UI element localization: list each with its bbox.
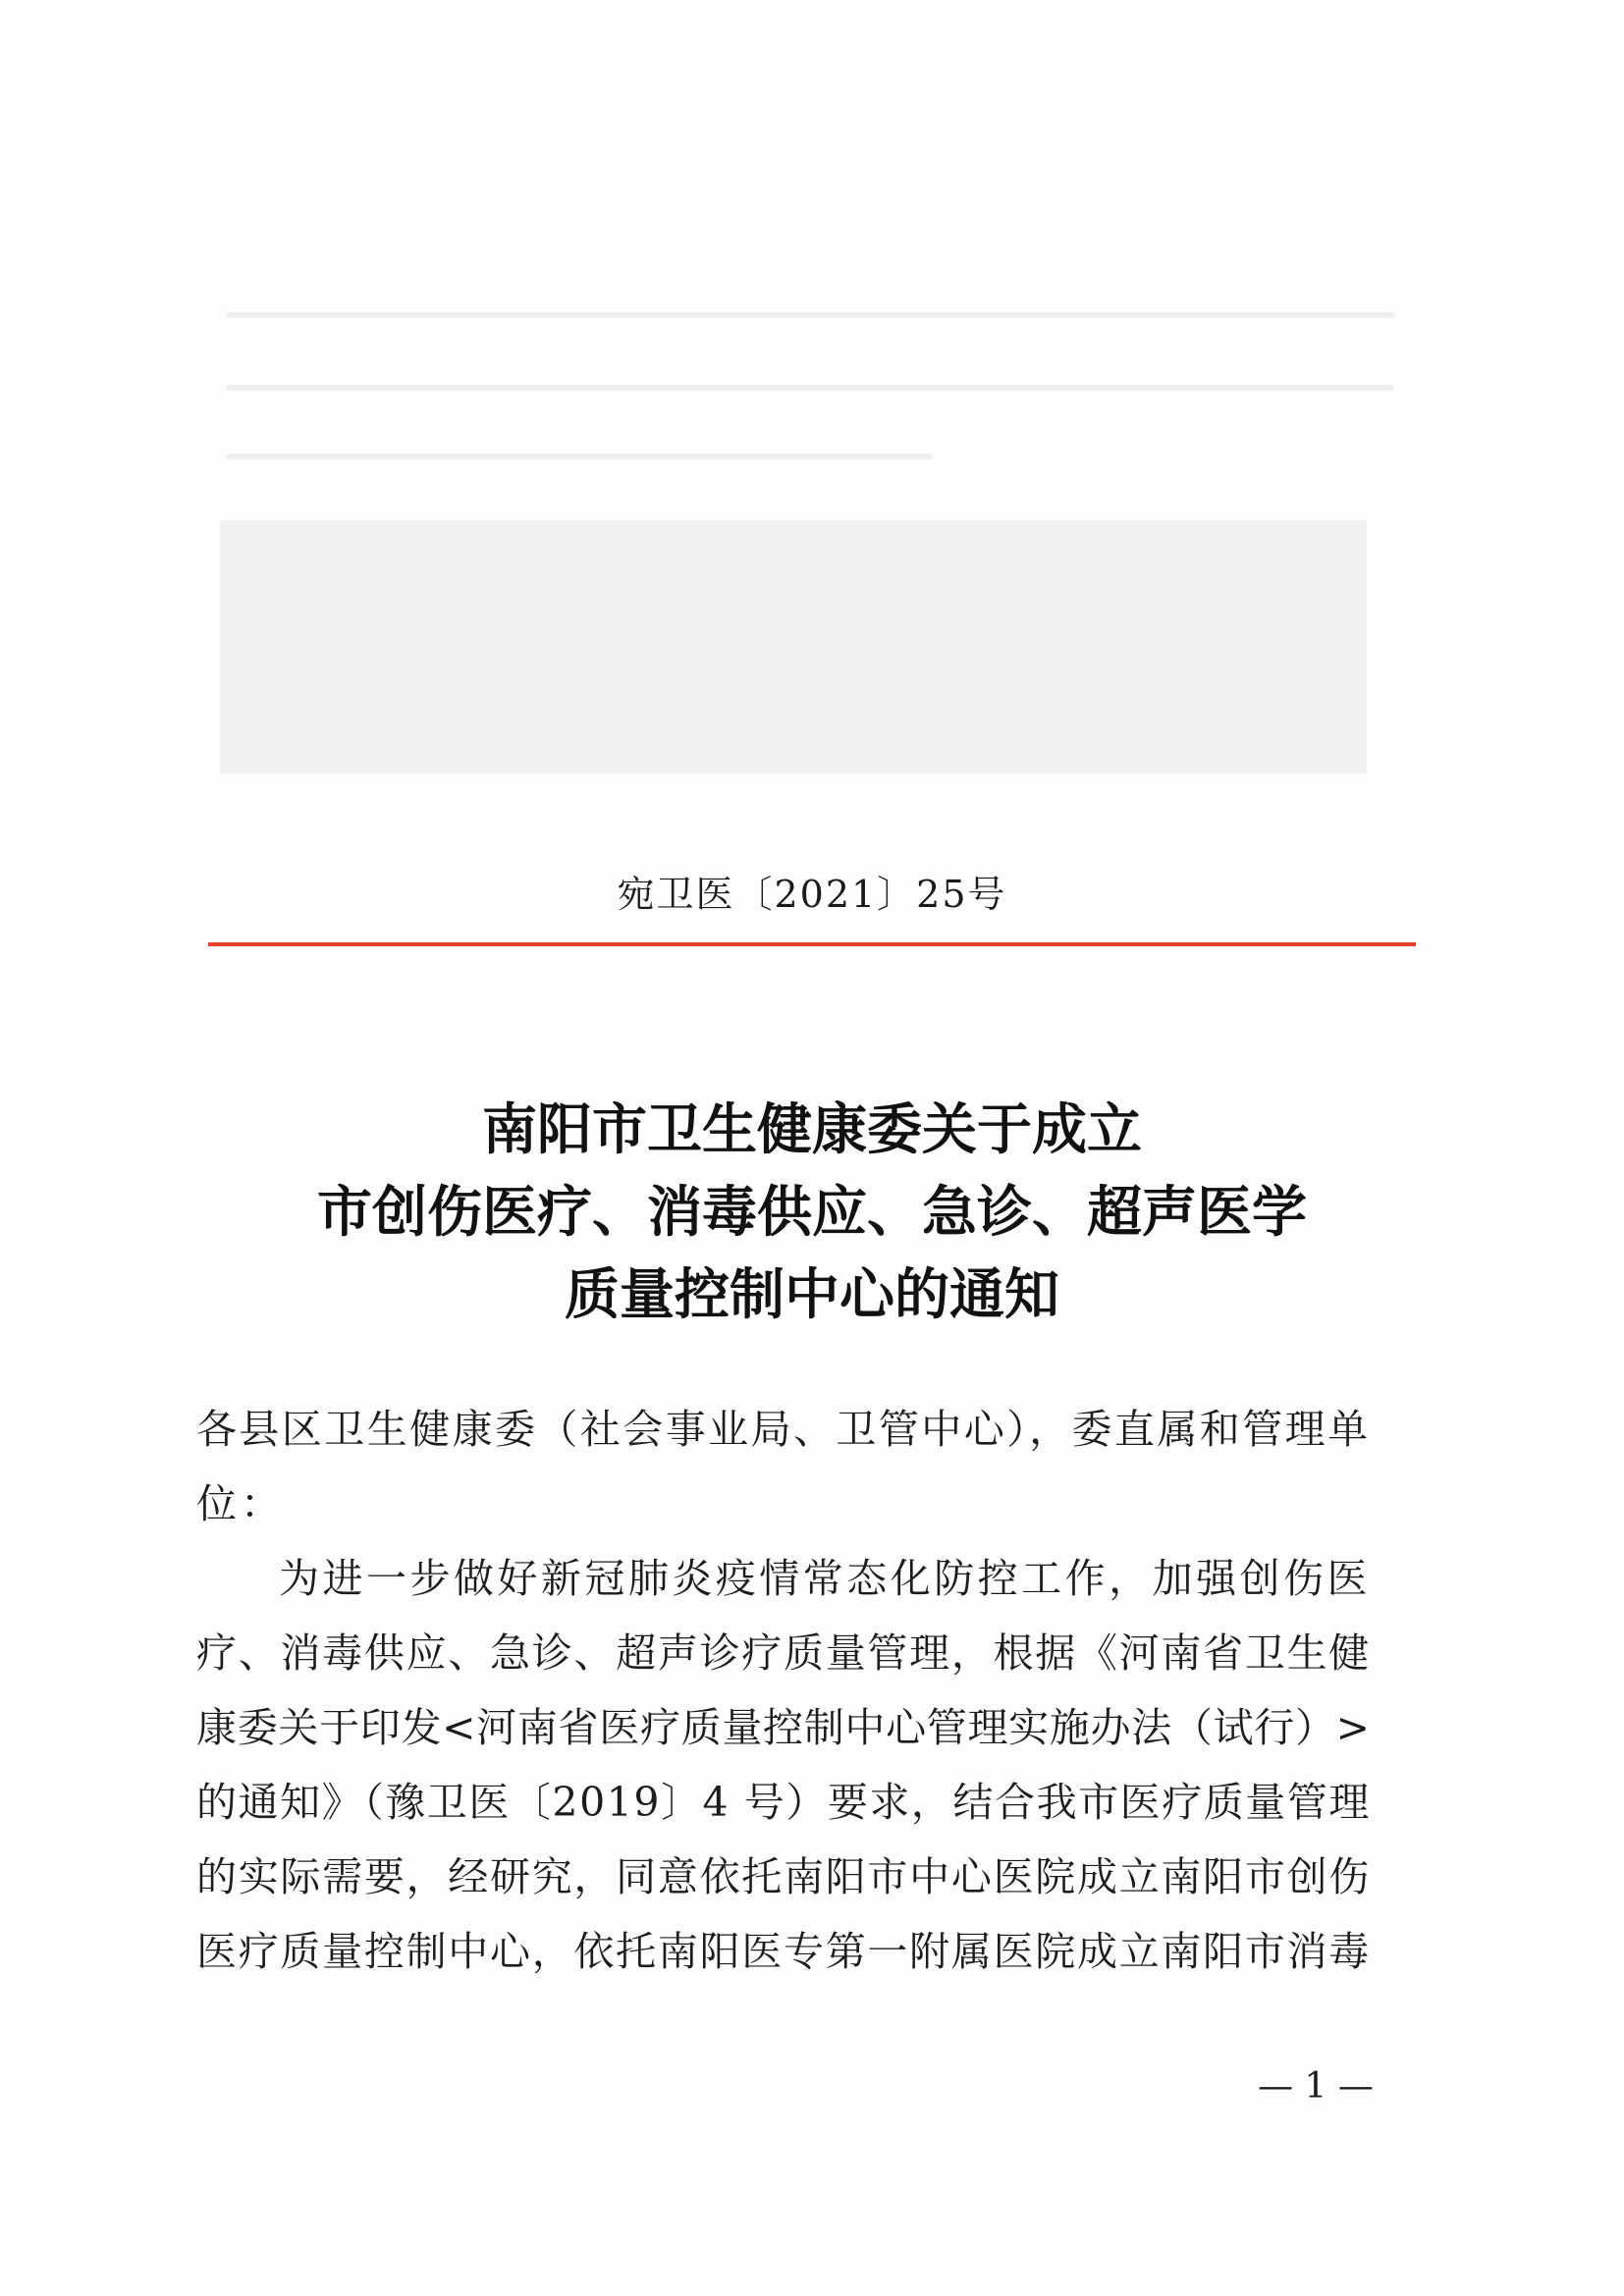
paragraph-line: 康委关于印发<河南省医疗质量控制中心管理实施办法（试行）> xyxy=(196,1704,1371,1751)
paragraph-line: 的通知》（豫卫医〔2019〕4 号）要求，结合我市医疗质量管理 xyxy=(196,1779,1371,1826)
show-through-line xyxy=(226,385,1394,391)
document-number: 宛卫医〔2021〕25号 xyxy=(617,873,1007,916)
paragraph-line: 的实际需要，经研究，同意依托南阳市中心医院成立南阳市创伤 xyxy=(196,1853,1371,1900)
salutation xyxy=(196,1392,1371,1541)
title-line: 南阳市卫生健康委关于成立 xyxy=(482,1098,1142,1162)
show-through-line xyxy=(226,312,1394,318)
salutation-line: 各县区卫生健康委（社会事业局、卫管中心），委直属和管理单 xyxy=(196,1406,1371,1453)
body-paragraph xyxy=(196,1541,1371,1989)
paragraph-line: 疗、消毒供应、急诊、超声诊疗质量管理，根据《河南省卫生健 xyxy=(196,1629,1371,1677)
title-line: 质量控制中心的通知 xyxy=(565,1263,1059,1327)
show-through-line xyxy=(226,454,933,459)
paragraph-line: 医疗质量控制中心，依托南阳医专第一附属医院成立南阳市消毒 xyxy=(196,1928,1371,1975)
title-line: 市创伤医疗、消毒供应、急诊、超声医学 xyxy=(317,1181,1307,1245)
red-separator-rule xyxy=(208,942,1416,946)
document-title xyxy=(0,1090,1624,1337)
document-body xyxy=(196,1392,1371,1989)
redacted-header-block xyxy=(220,520,1367,774)
salutation-line: 位： xyxy=(196,1480,285,1527)
paragraph-line: 为进一步做好新冠肺炎疫情常态化防控工作，加强创伤医 xyxy=(279,1555,1371,1602)
page-number: — 1 — xyxy=(1258,2066,1374,2107)
